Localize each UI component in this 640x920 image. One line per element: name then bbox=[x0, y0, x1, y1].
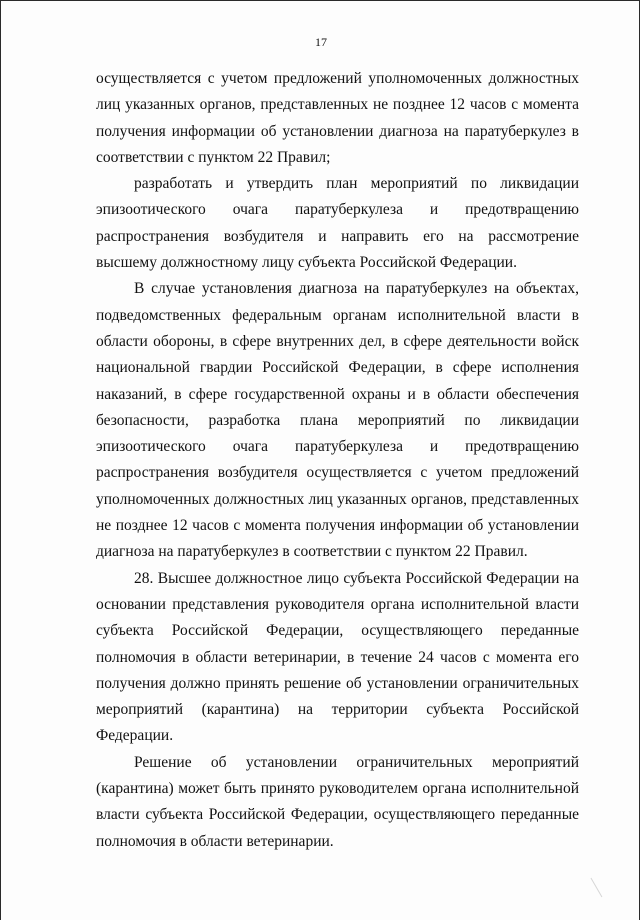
scan-artifact-mark bbox=[591, 871, 615, 898]
paragraph-item-28: 28. Высшее должностное лицо субъекта Российской Федерации на основании представления руководителя органа исполнительной власти субъекта Российской Федерации, осуществляющего переданные полномочия в области ветеринарии, в течение 24 часов с момента его получения должно принять решение об установлении ограничительных мероприятий (карантина) на территории субъекта Российской Федерации. bbox=[96, 569, 579, 745]
document-body bbox=[96, 66, 579, 855]
paragraph-continuation: осуществляется с учетом предложений уполномоченных должностных лиц указанных органов, представленных не позднее 12 часов с момента получения информации об установлении диагноза на паратуберкулез в соответствии с пунктом 22 Правил; bbox=[96, 70, 579, 166]
paragraph-federal-objects: В случае установления диагноза на паратуберкулез на объектах, подведомственных федеральным органам исполнительной власти в области обороны, в сфере внутренних дел, в сфере деятельности войск национальной гвардии Российской Федерации, в сфере исполнения наказаний, в сфере государственной охраны и в области обеспечения безопасности, разработка плана мероприятий по ликвидации эпизоотического очага паратуберкулеза и предотвращению распространения возбудителя осуществляется с учетом предложений уполномоченных должностных лиц указанных органов, представленных не позднее 12 часов с момента получения информации об установлении диагноза на паратуберкулез в соответствии с пунктом 22 Правил. bbox=[96, 280, 579, 561]
paragraph-quarantine-decision: Решение об установлении ограничительных мероприятий (карантина) может быть принято руководителем органа исполнительной власти субъекта Российской Федерации, осуществляющего переданные полномочия в области ветеринарии. bbox=[96, 753, 579, 850]
paragraph-plan: разработать и утвердить план мероприятий по ликвидации эпизоотического очага паратуберкулеза и предотвращению распространения возбудителя и направить его на рассмотрение высшему должностному лицу субъекта Российской Федерации. bbox=[96, 175, 579, 272]
page-number: 17 bbox=[315, 35, 327, 49]
